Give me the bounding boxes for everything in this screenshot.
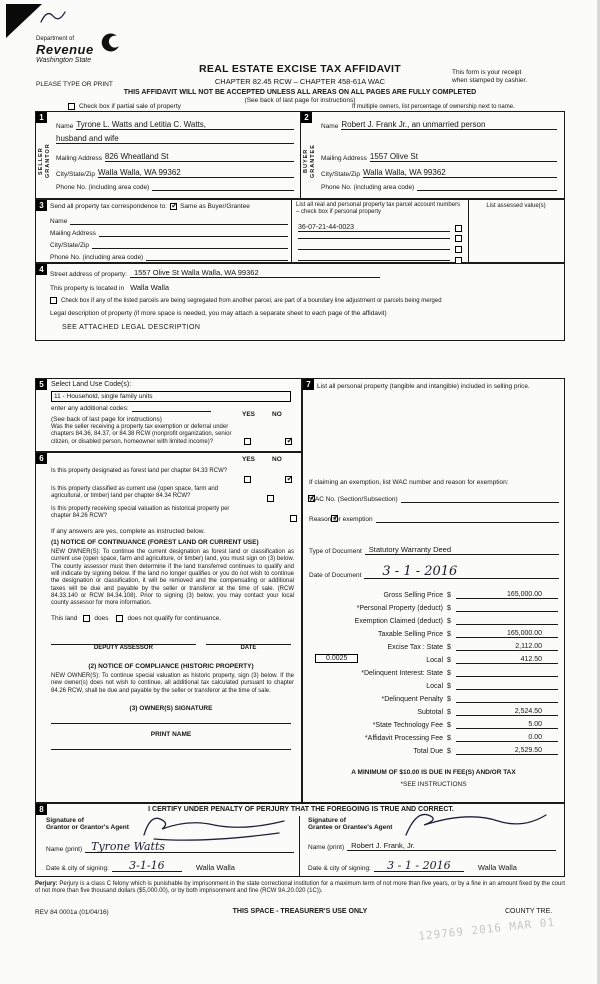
forest-question: Is this property designated as forest land per chapter 84.33 RCW? [51, 468, 228, 474]
doc-type-row [309, 545, 559, 555]
form-title: REAL ESTATE EXCISE TAX AFFIDAVIT [199, 63, 401, 75]
fee-value[interactable] [456, 624, 558, 625]
divider [291, 200, 292, 262]
grantee-name-row [308, 841, 556, 851]
seller-name-value[interactable]: Tyrone L. Watts and Letitia C. Watts, [76, 120, 294, 130]
grantor-sig-label2: Grantor or Grantor's Agent [46, 824, 129, 831]
washington-state-label: Washington State [36, 57, 92, 64]
seller-phone-label: Phone No. (including area code) [56, 184, 150, 191]
yes-header: YES [242, 456, 256, 463]
parcel-personal-checkbox[interactable] [455, 235, 462, 242]
doc-type-label: Type of Document [309, 548, 362, 555]
corr-city-row [50, 241, 288, 249]
seller-section [36, 112, 301, 198]
land-use-label: Select Land Use Code(s): [51, 381, 132, 388]
fee-value[interactable]: 165,000.00 [456, 630, 558, 638]
buyer-section [301, 112, 564, 198]
located-in-label: This property is located in [50, 285, 125, 292]
dollar-sign: $ [447, 683, 451, 690]
fee-label: Taxable Selling Price [378, 631, 443, 638]
corr-phone-row [50, 253, 288, 261]
county-treasurer-label: COUNTY TRE. [505, 908, 553, 915]
seller-mailing-label: Mailing Address [56, 155, 102, 162]
notice1-title: (1) NOTICE OF CONTINUANCE (FOREST LAND OR CURRENT USE) [51, 539, 259, 546]
parcel-number-value[interactable] [298, 260, 450, 261]
property-address-box [35, 263, 565, 341]
corr-name-row [50, 217, 288, 225]
deferral-no-checkbox[interactable] [285, 438, 292, 445]
fee-value[interactable]: 2,112.00 [456, 643, 558, 651]
fee-row-delinq-interest-local [307, 678, 558, 690]
same-as-buyer-checkbox[interactable] [170, 203, 177, 210]
seller-side-label: SELLER [38, 147, 44, 175]
dor-swoosh-icon [96, 32, 122, 54]
doc-type-value[interactable]: Statutory Warranty Deed [365, 545, 559, 555]
fee-value[interactable] [456, 676, 558, 677]
fee-label: *Personal Property (deduct) [356, 605, 443, 612]
dollar-sign: $ [447, 657, 451, 664]
corr-city-value[interactable] [92, 241, 288, 249]
corr-mailing-label: Mailing Address [50, 230, 96, 237]
seller-mailing-row [56, 152, 294, 162]
does-label: does [94, 615, 109, 622]
grantee-date-value[interactable]: 3 - 1 - 2016 [374, 860, 464, 872]
forest-land-box [35, 452, 302, 803]
fee-label: Local [426, 657, 443, 664]
corr-mailing-value[interactable] [99, 229, 288, 237]
fee-row-personal-property [307, 600, 558, 612]
land-use-code-field[interactable] [51, 391, 291, 402]
deputy-assessor-field [51, 633, 196, 651]
if-yes-note: If any answers are yes, complete as instructed below. [51, 528, 205, 535]
corr-city-label: City/State/Zip [50, 242, 90, 249]
see-back-label: (See back of last page for instructions) [244, 97, 356, 104]
fee-row-gross [307, 587, 558, 599]
fee-row-excise-local [307, 652, 558, 664]
fee-row-subtotal [307, 704, 558, 716]
multiple-owners-note: If multiple owners, list percentage of ownership next to name. [352, 104, 515, 110]
perjury-paragraph [35, 881, 565, 896]
seller-phone-row [56, 184, 294, 191]
additional-codes-value[interactable] [132, 405, 211, 412]
fee-value[interactable]: 0.00 [456, 734, 558, 742]
no-header: NO [272, 456, 282, 463]
buyer-name-row [321, 120, 557, 130]
treasurer-use-label: THIS SPACE - TREASURER'S USE ONLY [232, 908, 368, 915]
segregated-checkbox[interactable] [50, 297, 57, 304]
does-checkbox[interactable] [83, 615, 90, 622]
parcel-personal-checkbox[interactable] [455, 225, 462, 232]
parcel-number-value[interactable] [298, 249, 450, 250]
grantee-side-label: GRANTEE [310, 144, 316, 178]
fee-label: Gross Selling Price [383, 592, 443, 599]
dollar-sign: $ [447, 631, 451, 638]
section4-badge: 4 [36, 264, 47, 275]
dollar-sign: $ [447, 618, 451, 625]
deputy-assessor-label: DEPUTY ASSESSOR [93, 645, 153, 651]
partial-sale-checkbox[interactable] [68, 103, 75, 110]
located-in-value[interactable]: Walla Walla [130, 283, 170, 292]
form-rev-number: REV 84 0001a (01/04/16) [35, 909, 109, 916]
this-land-label: This land [51, 615, 78, 622]
send-correspondence-row [50, 203, 288, 210]
section5-badge: 5 [36, 379, 47, 390]
section6-badge: 6 [36, 453, 47, 464]
notice1-body: NEW OWNER(S): To continue the current designation as forest land or classification as current use (open space, farm and agriculture, or timber) land, you must sign on (3) below. The county assessor must then determine if the land transferred continues to qualify and will indicate by signing below. If the land no longer qualifies or you do not wish to continue the designation or classification, it will be removed and the compensating or additional taxes will be due and payable by the seller or transferor at the time of sale. (RCW 84.33.140 or RCW 84.34.108). Prior to signing (3) below, you may contact your local county assessor for more information. [51, 549, 294, 607]
fee-value[interactable]: 165,000.00 [456, 591, 558, 599]
fee-row-delinq-interest-state [307, 665, 558, 677]
grantee-date-row [308, 860, 556, 872]
fee-row-processing-fee [307, 730, 558, 742]
send-correspondence-label: Send all property tax correspondence to: [50, 203, 168, 210]
parcel-row [298, 224, 462, 232]
seller-name-row [56, 120, 294, 130]
fee-row-excise-state [307, 639, 558, 651]
perjury-text: Perjury is a class C felony which is punishable by imprisonment in the state correctional institution for a maximum term of not more than five years, or by a fine in an amount fixed by the court of not more than five thousand dollars ($5,000.00), or by both imprisonment and fine (RCW 9A.20.020 (1C)). [35, 881, 565, 895]
owners-signature-line[interactable] [51, 723, 291, 724]
doc-date-row [309, 565, 559, 579]
parcel-row [298, 246, 462, 253]
personal-property-label: List all personal property (tangible and intangible) included in selling price. [317, 383, 530, 390]
partial-sale-label: Check box if partial sale of property [79, 103, 181, 110]
parcel-header: List all real and personal property tax parcel account numbers – check box if personal property [296, 202, 461, 216]
fee-label: Local [426, 683, 443, 690]
legal-description-value[interactable]: SEE ATTACHED LEGAL DESCRIPTION [62, 324, 201, 331]
corr-mailing-row [50, 229, 288, 237]
segregated-row [50, 297, 556, 304]
corr-phone-value[interactable] [146, 253, 288, 261]
dollar-sign: $ [447, 592, 451, 599]
grantor-date-value[interactable]: 3-1-16 [112, 860, 182, 872]
parcel-row [298, 235, 462, 242]
assessed-values-header: List assessed value(s) [486, 203, 546, 209]
buyer-phone-value[interactable] [417, 190, 557, 191]
perjury-label: Perjury: [35, 881, 58, 887]
fee-row-exemption [307, 613, 558, 625]
buyer-city-value[interactable]: Walla Walla, WA 99362 [363, 168, 557, 178]
seller-city-value[interactable]: Walla Walla, WA 99362 [98, 168, 294, 178]
parcel-personal-checkbox[interactable] [455, 246, 462, 253]
seller-buyer-box [35, 111, 565, 199]
grantee-sig-label2: Grantee or Grantee's Agent [308, 824, 393, 831]
see-instructions-note: *SEE INSTRUCTIONS [400, 781, 467, 788]
pen-mark [38, 6, 68, 28]
grantee-city-value[interactable]: Walla Walla [477, 863, 517, 872]
section7-badge: 7 [303, 379, 314, 390]
divider [299, 816, 300, 876]
fee-row-taxable [307, 626, 558, 638]
deputy-date-line[interactable] [206, 633, 291, 645]
certify-statement: I CERTIFY UNDER PENALTY OF PERJURY THAT THE FOREGOING IS TRUE AND CORRECT. [148, 806, 454, 813]
land-use-box [35, 378, 302, 452]
section3-badge: 3 [36, 200, 47, 211]
deputy-assessor-row [51, 633, 291, 651]
grantor-city-value[interactable]: Walla Walla [195, 863, 235, 872]
grantor-side-label: GRANTOR [45, 143, 51, 179]
deputy-date-label: DATE [240, 645, 257, 651]
fee-label: *Delinquent Penalty [381, 696, 443, 703]
tax-correspondence-box [35, 199, 565, 263]
dollar-sign: $ [447, 735, 451, 742]
receipt-note-line2: when stamped by cashier. [452, 76, 528, 84]
grantor-signature-image[interactable] [134, 809, 294, 843]
certification-box [35, 803, 565, 877]
reason-row [309, 515, 559, 523]
fee-label: *Delinquent Interest: State [361, 670, 443, 677]
receipt-note [452, 69, 570, 85]
legal-description-label: Legal description of property (if more space is needed, you may attach a separate sheet to each page of the affidavit) [50, 310, 387, 317]
additional-codes-row [51, 405, 211, 412]
fee-label: Total Due [413, 748, 443, 755]
yes-header: YES [242, 411, 256, 418]
grantor-sig-label1: Signature of [46, 817, 84, 824]
grantor-name-value[interactable]: Tyrone Watts [85, 841, 294, 853]
grantee-signing-area [308, 817, 556, 875]
print-name-line[interactable] [51, 749, 291, 750]
parcel-number-value[interactable] [298, 238, 450, 239]
section1-badge: 1 [36, 112, 47, 123]
street-address-value[interactable]: 1557 Olive St Walla Walla, WA 99362 [130, 268, 380, 278]
fee-row-total-due [307, 743, 558, 755]
form-chapter: CHAPTER 82.45 RCW – CHAPTER 458-61A WAC [214, 77, 386, 86]
land-qualify-row [51, 615, 291, 622]
corr-name-value[interactable] [70, 217, 288, 225]
fee-value[interactable] [456, 689, 558, 690]
wac-label: WAC No. (Section/Subsection) [309, 496, 398, 503]
seller-name-row2 [56, 134, 294, 144]
dollar-sign: $ [447, 696, 451, 703]
partial-sale-row [68, 103, 181, 110]
deferral-question: Was the seller receiving a property tax exemption or deferral under chapters 84.36, 84.37, or 84.38 RCW (nonprofit organization, senior citizen, or disabled person, homeowner with limited income)? [51, 424, 232, 445]
corr-phone-label: Phone No. (including area code) [50, 254, 144, 261]
grantee-date-label: Date & city of signing: [308, 865, 371, 872]
fee-row-delinq-penalty [307, 691, 558, 703]
seller-city-label: City/State/Zip [56, 171, 96, 178]
grantee-name-value[interactable]: Robert J. Frank, Jr. [347, 841, 556, 851]
grantor-name-label: Name (print) [46, 846, 83, 853]
reason-value[interactable] [376, 515, 559, 523]
fee-label: *Affidavit Processing Fee [364, 735, 443, 742]
buyer-mailing-label: Mailing Address [321, 155, 367, 162]
dollar-sign: $ [447, 748, 451, 755]
buyer-city-row [321, 168, 557, 178]
fee-label: Exemption Claimed (deduct) [354, 618, 443, 625]
dollar-sign: $ [447, 709, 451, 716]
dollar-sign: $ [447, 670, 451, 677]
section2-badge: 2 [301, 112, 312, 123]
grantor-date-label: Date & city of signing: [46, 865, 109, 872]
section8-badge: 8 [36, 804, 47, 815]
historic-question: Is this property receiving special valuation as historical property per chapter 84.26 RCW? [51, 506, 230, 520]
doc-date-label: Date of Document [309, 572, 362, 579]
deputy-date-field [206, 633, 291, 651]
buyer-phone-row [321, 184, 557, 191]
print-name-label: PRINT NAME [150, 731, 192, 738]
forest-no-checkbox[interactable] [285, 476, 292, 483]
dor-logo [36, 36, 94, 64]
dept-of-label: Department of [36, 36, 75, 42]
exemption-intro: If claiming an exemption, list WAC number and reason for exemption: [309, 479, 509, 486]
fee-label: *State Technology Fee [372, 722, 443, 729]
seller-name-label: Name [56, 123, 74, 130]
parcel-number-value[interactable]: 36-07-21-44-0023 [298, 224, 450, 232]
seller-name-value2[interactable]: husband and wife [56, 134, 294, 144]
fee-value[interactable]: 2,529.50 [456, 747, 558, 755]
tax-computation-box [302, 378, 565, 803]
fee-value[interactable]: 412.50 [456, 656, 558, 664]
dollar-sign: $ [447, 722, 451, 729]
cashier-receipt-stamp: 129769 2016 MAR 01 [417, 915, 556, 943]
wac-value[interactable] [401, 495, 559, 503]
please-type-label: PLEASE TYPE OR PRINT [36, 81, 113, 88]
fee-label: Excise Tax : State [387, 644, 443, 651]
does-not-label: does not qualify for continuance. [127, 615, 222, 622]
no-header: NO [272, 411, 282, 418]
additional-codes-label: enter any additional codes: [51, 405, 129, 412]
fee-value[interactable] [456, 611, 558, 612]
same-as-buyer-label: Same as Buyer/Grantee [180, 203, 250, 210]
located-in-row [50, 283, 450, 292]
current-use-yes-checkbox[interactable] [267, 495, 274, 502]
fee-row-tech-fee [307, 717, 558, 729]
grantor-date-row [46, 860, 294, 872]
deputy-assessor-signature-line[interactable] [51, 633, 196, 645]
dollar-sign: $ [447, 605, 451, 612]
grantee-sig-label1: Signature of [308, 817, 346, 824]
notice2-title: (2) NOTICE OF COMPLIANCE (HISTORIC PROPERTY) [88, 663, 254, 670]
buyer-city-label: City/State/Zip [321, 171, 361, 178]
reason-label: Reason for exemption [309, 516, 373, 523]
grantor-signing-area [46, 817, 294, 875]
dollar-sign: $ [447, 644, 451, 651]
fee-value[interactable] [456, 702, 558, 703]
current-use-question: Is this property classified as current use (open space, farm and agricultural, or timber) land per chapter 84.34 RCW? [51, 486, 219, 500]
fee-label: Subtotal [417, 709, 443, 716]
grantor-name-row [46, 841, 294, 853]
fee-value[interactable]: 5.00 [456, 721, 558, 729]
doc-date-value[interactable]: 3 - 1 - 2016 [364, 565, 559, 579]
wac-row [309, 495, 559, 503]
grantee-name-label: Name (print) [308, 844, 345, 851]
corr-name-label: Name [50, 218, 68, 225]
notice2-body: NEW OWNER(S): To continue special valuation as historic property, sign (3) below. If the new owner(s) does not wish to continue, all additional tax calculated pursuant to chapter 84.26 RCW, shall be due and payable by the seller or transferor at the time of sale. [51, 673, 294, 694]
buyer-phone-label: Phone No. (including area code) [321, 184, 415, 191]
historic-yes-checkbox[interactable] [290, 515, 297, 522]
warning-label: THIS AFFIDAVIT WILL NOT BE ACCEPTED UNLESS ALL AREAS ON ALL PAGES ARE FULLY COMPLETED [123, 89, 477, 96]
local-rate-box: 0.0025 [315, 654, 358, 663]
street-address-row [50, 268, 520, 278]
minimum-due-note: A MINIMUM OF $10.00 IS DUE IN FEE(S) AND/OR TAX [351, 769, 516, 776]
grantee-signature-image[interactable] [398, 807, 553, 841]
see-back-label: (See back of last page for instructions) [51, 416, 162, 423]
seller-mailing-value[interactable]: 826 Wheatland St [105, 152, 294, 162]
buyer-mailing-row [321, 152, 557, 162]
revenue-label: Revenue [36, 42, 94, 57]
buyer-name-label: Name [321, 123, 339, 130]
forest-yes-checkbox[interactable] [244, 476, 251, 483]
deferral-yes-checkbox[interactable] [244, 438, 251, 445]
divider [468, 200, 469, 262]
buyer-side-label: BUYER [303, 148, 309, 174]
seller-phone-value[interactable] [152, 190, 294, 191]
buyer-mailing-value[interactable]: 1557 Olive St [370, 152, 557, 162]
segregated-label: Check box if any of the listed parcels are being segregated from another parcel, are part of a boundary line adjustment or parcels being merged [61, 297, 442, 304]
fee-value[interactable]: 2,524.50 [456, 708, 558, 716]
owners-signature-label: (3) OWNER(S) SIGNATURE [129, 705, 213, 712]
seller-city-row [56, 168, 294, 178]
buyer-name-value[interactable]: Robert J. Frank Jr., an unmarried person [341, 120, 557, 130]
does-not-checkbox[interactable] [116, 615, 123, 622]
street-address-label: Street address of property: [50, 271, 127, 278]
land-use-code-value: 11 - Household, single family units [54, 393, 153, 400]
receipt-note-line1: This form is your receipt [452, 69, 522, 76]
